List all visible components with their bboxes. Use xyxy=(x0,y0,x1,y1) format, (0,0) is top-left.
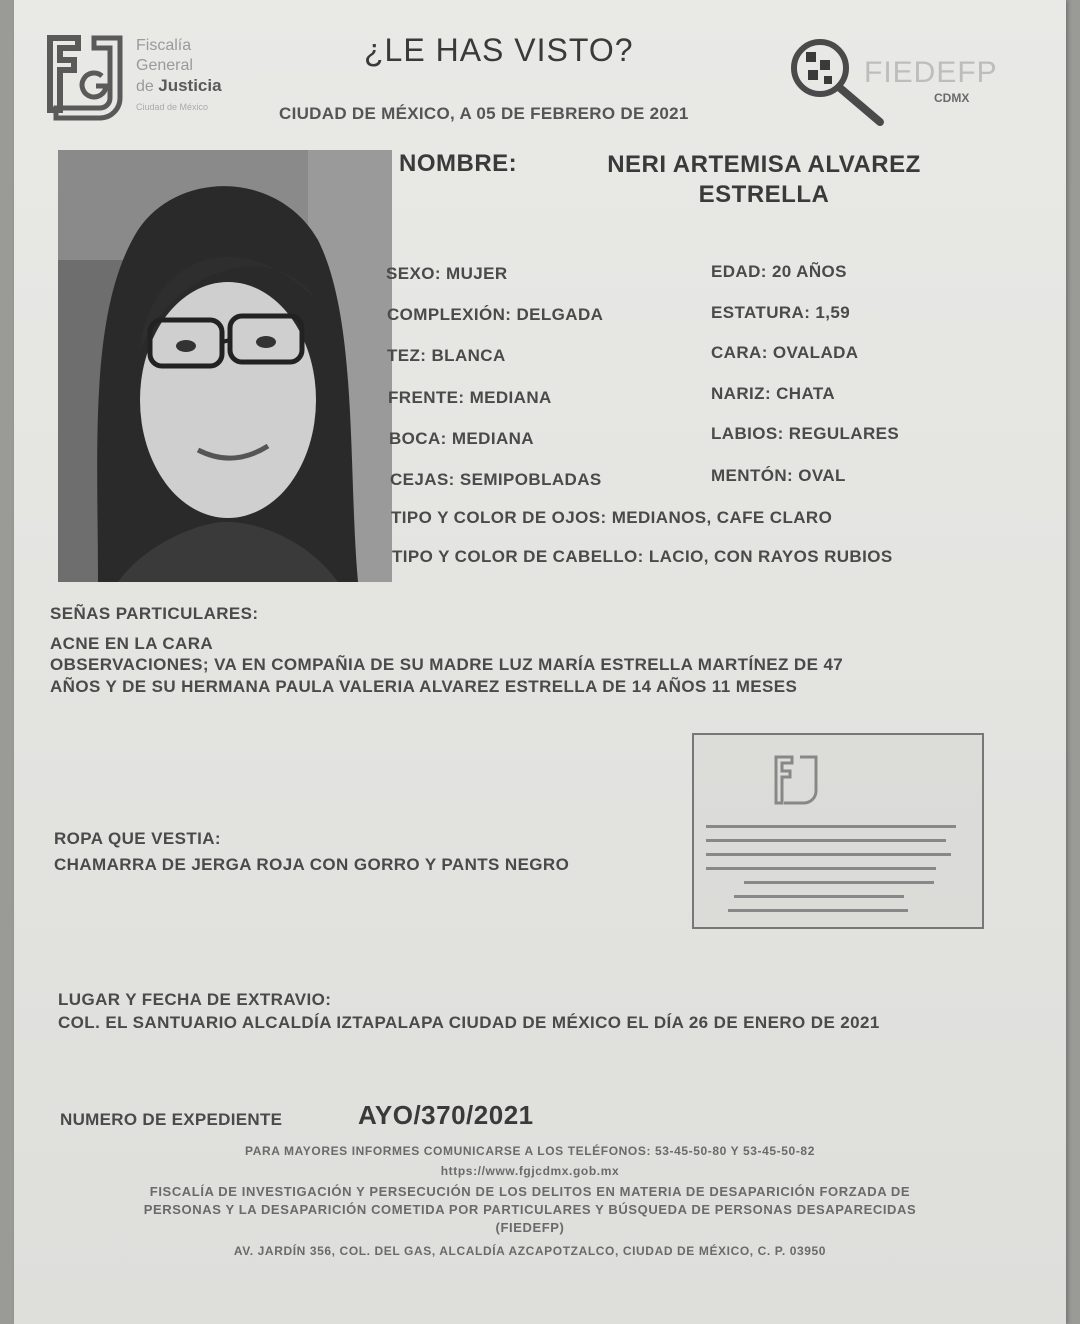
observaciones-line2: AÑOS Y DE SU HERMANA PAULA VALERIA ALVAREZ ESTRELLA DE 14 AÑOS 11 MESES xyxy=(50,677,798,696)
missing-person-flyer xyxy=(14,0,1066,1324)
person-name xyxy=(584,150,944,210)
trait-cabello: TIPO Y COLOR DE CABELLO: LACIO, CON RAYOS RUBIOS xyxy=(392,547,893,566)
name-label: NOMBRE: xyxy=(399,150,518,177)
fgj-logo-text xyxy=(136,36,222,117)
logo-text-justicia: Justicia xyxy=(158,76,222,95)
lugar-value: COL. EL SANTUARIO ALCALDÍA IZTAPALAPA CIUDAD DE MÉXICO EL DÍA 26 DE ENERO DE 2021 xyxy=(58,1013,880,1032)
logo-text-line2: General xyxy=(136,57,193,74)
trait-boca: BOCA: MEDIANA xyxy=(389,429,534,448)
stamp-logo-icon xyxy=(772,753,822,809)
person-name-line1: NERI ARTEMISA ALVAREZ xyxy=(607,151,921,178)
trait-estatura: ESTATURA: 1,59 xyxy=(711,303,851,322)
trait-tez: TEZ: BLANCA xyxy=(387,346,506,365)
footer-agency-line2: PERSONAS Y LA DESAPARICIÓN COMETIDA POR PARTICULARES Y BÚSQUEDA DE PERSONAS DESAPARECIDAS xyxy=(143,1202,917,1217)
logo-text-line1: Fiscalía xyxy=(136,37,192,54)
trait-complexion: COMPLEXIÓN: DELGADA xyxy=(387,305,604,324)
footer-agency-acronym: (FIEDEFP) xyxy=(495,1220,565,1235)
official-stamp xyxy=(692,733,984,929)
fiedeff-logo-sub: CDMX xyxy=(934,91,970,105)
trait-edad: EDAD: 20 AÑOS xyxy=(711,262,847,281)
logo-text-prefix: de xyxy=(136,78,154,95)
person-photo xyxy=(58,150,392,582)
footer-phones: PARA MAYORES INFORMES COMUNICARSE A LOS TELÉFONOS: 53-45-50-80 Y 53-45-50-82 xyxy=(245,1144,815,1158)
observaciones-line1: OBSERVACIONES; VA EN COMPAÑIA DE SU MADRE LUZ MARÍA ESTRELLA MARTÍNEZ DE 47 xyxy=(50,655,844,674)
fiedeff-logo-name: FIEDEFP xyxy=(864,56,998,89)
footer-address: AV. JARDÍN 356, COL. DEL GAS, ALCALDÍA AZCAPOTZALCO, CIUDAD DE MÉXICO, C. P. 03950 xyxy=(233,1244,827,1258)
trait-menton: MENTÓN: OVAL xyxy=(711,466,846,485)
expediente-label: NUMERO DE EXPEDIENTE xyxy=(60,1110,283,1129)
fiedeff-logo xyxy=(784,30,1014,130)
ropa-label: ROPA QUE VESTIA: xyxy=(54,829,221,848)
senas-value: ACNE EN LA CARA xyxy=(50,634,214,653)
senas-label: SEÑAS PARTICULARES: xyxy=(50,604,259,623)
trait-cejas: CEJAS: SEMIPOBLADAS xyxy=(390,470,602,489)
expediente-value: AYO/370/2021 xyxy=(358,1100,534,1130)
trait-nariz: NARIZ: CHATA xyxy=(711,384,836,403)
logo-text-line4: Ciudad de México xyxy=(136,102,209,112)
trait-labios: LABIOS: REGULARES xyxy=(711,424,900,443)
trait-sexo: SEXO: MUJER xyxy=(386,264,508,283)
lugar-label: LUGAR Y FECHA DE EXTRAVIO: xyxy=(58,990,332,1009)
footer-url: https://www.fgjcdmx.gob.mx xyxy=(440,1164,620,1178)
page-title: ¿LE HAS VISTO? xyxy=(364,32,634,68)
fgj-logo xyxy=(44,32,126,132)
trait-cara: CARA: OVALADA xyxy=(711,343,859,362)
person-name-line2: ESTRELLA xyxy=(698,181,830,208)
trait-frente: FRENTE: MEDIANA xyxy=(388,388,552,407)
trait-ojos: TIPO Y COLOR DE OJOS: MEDIANOS, CAFE CLARO xyxy=(391,508,833,527)
ropa-value: CHAMARRA DE JERGA ROJA CON GORRO Y PANTS NEGRO xyxy=(54,855,570,874)
dateline: CIUDAD DE MÉXICO, A 05 DE FEBRERO DE 2021 xyxy=(279,104,689,123)
footer-agency-line1: FISCALÍA DE INVESTIGACIÓN Y PERSECUCIÓN DE LOS DELITOS EN MATERIA DE DESAPARICIÓN FORZADA DE xyxy=(149,1184,911,1199)
